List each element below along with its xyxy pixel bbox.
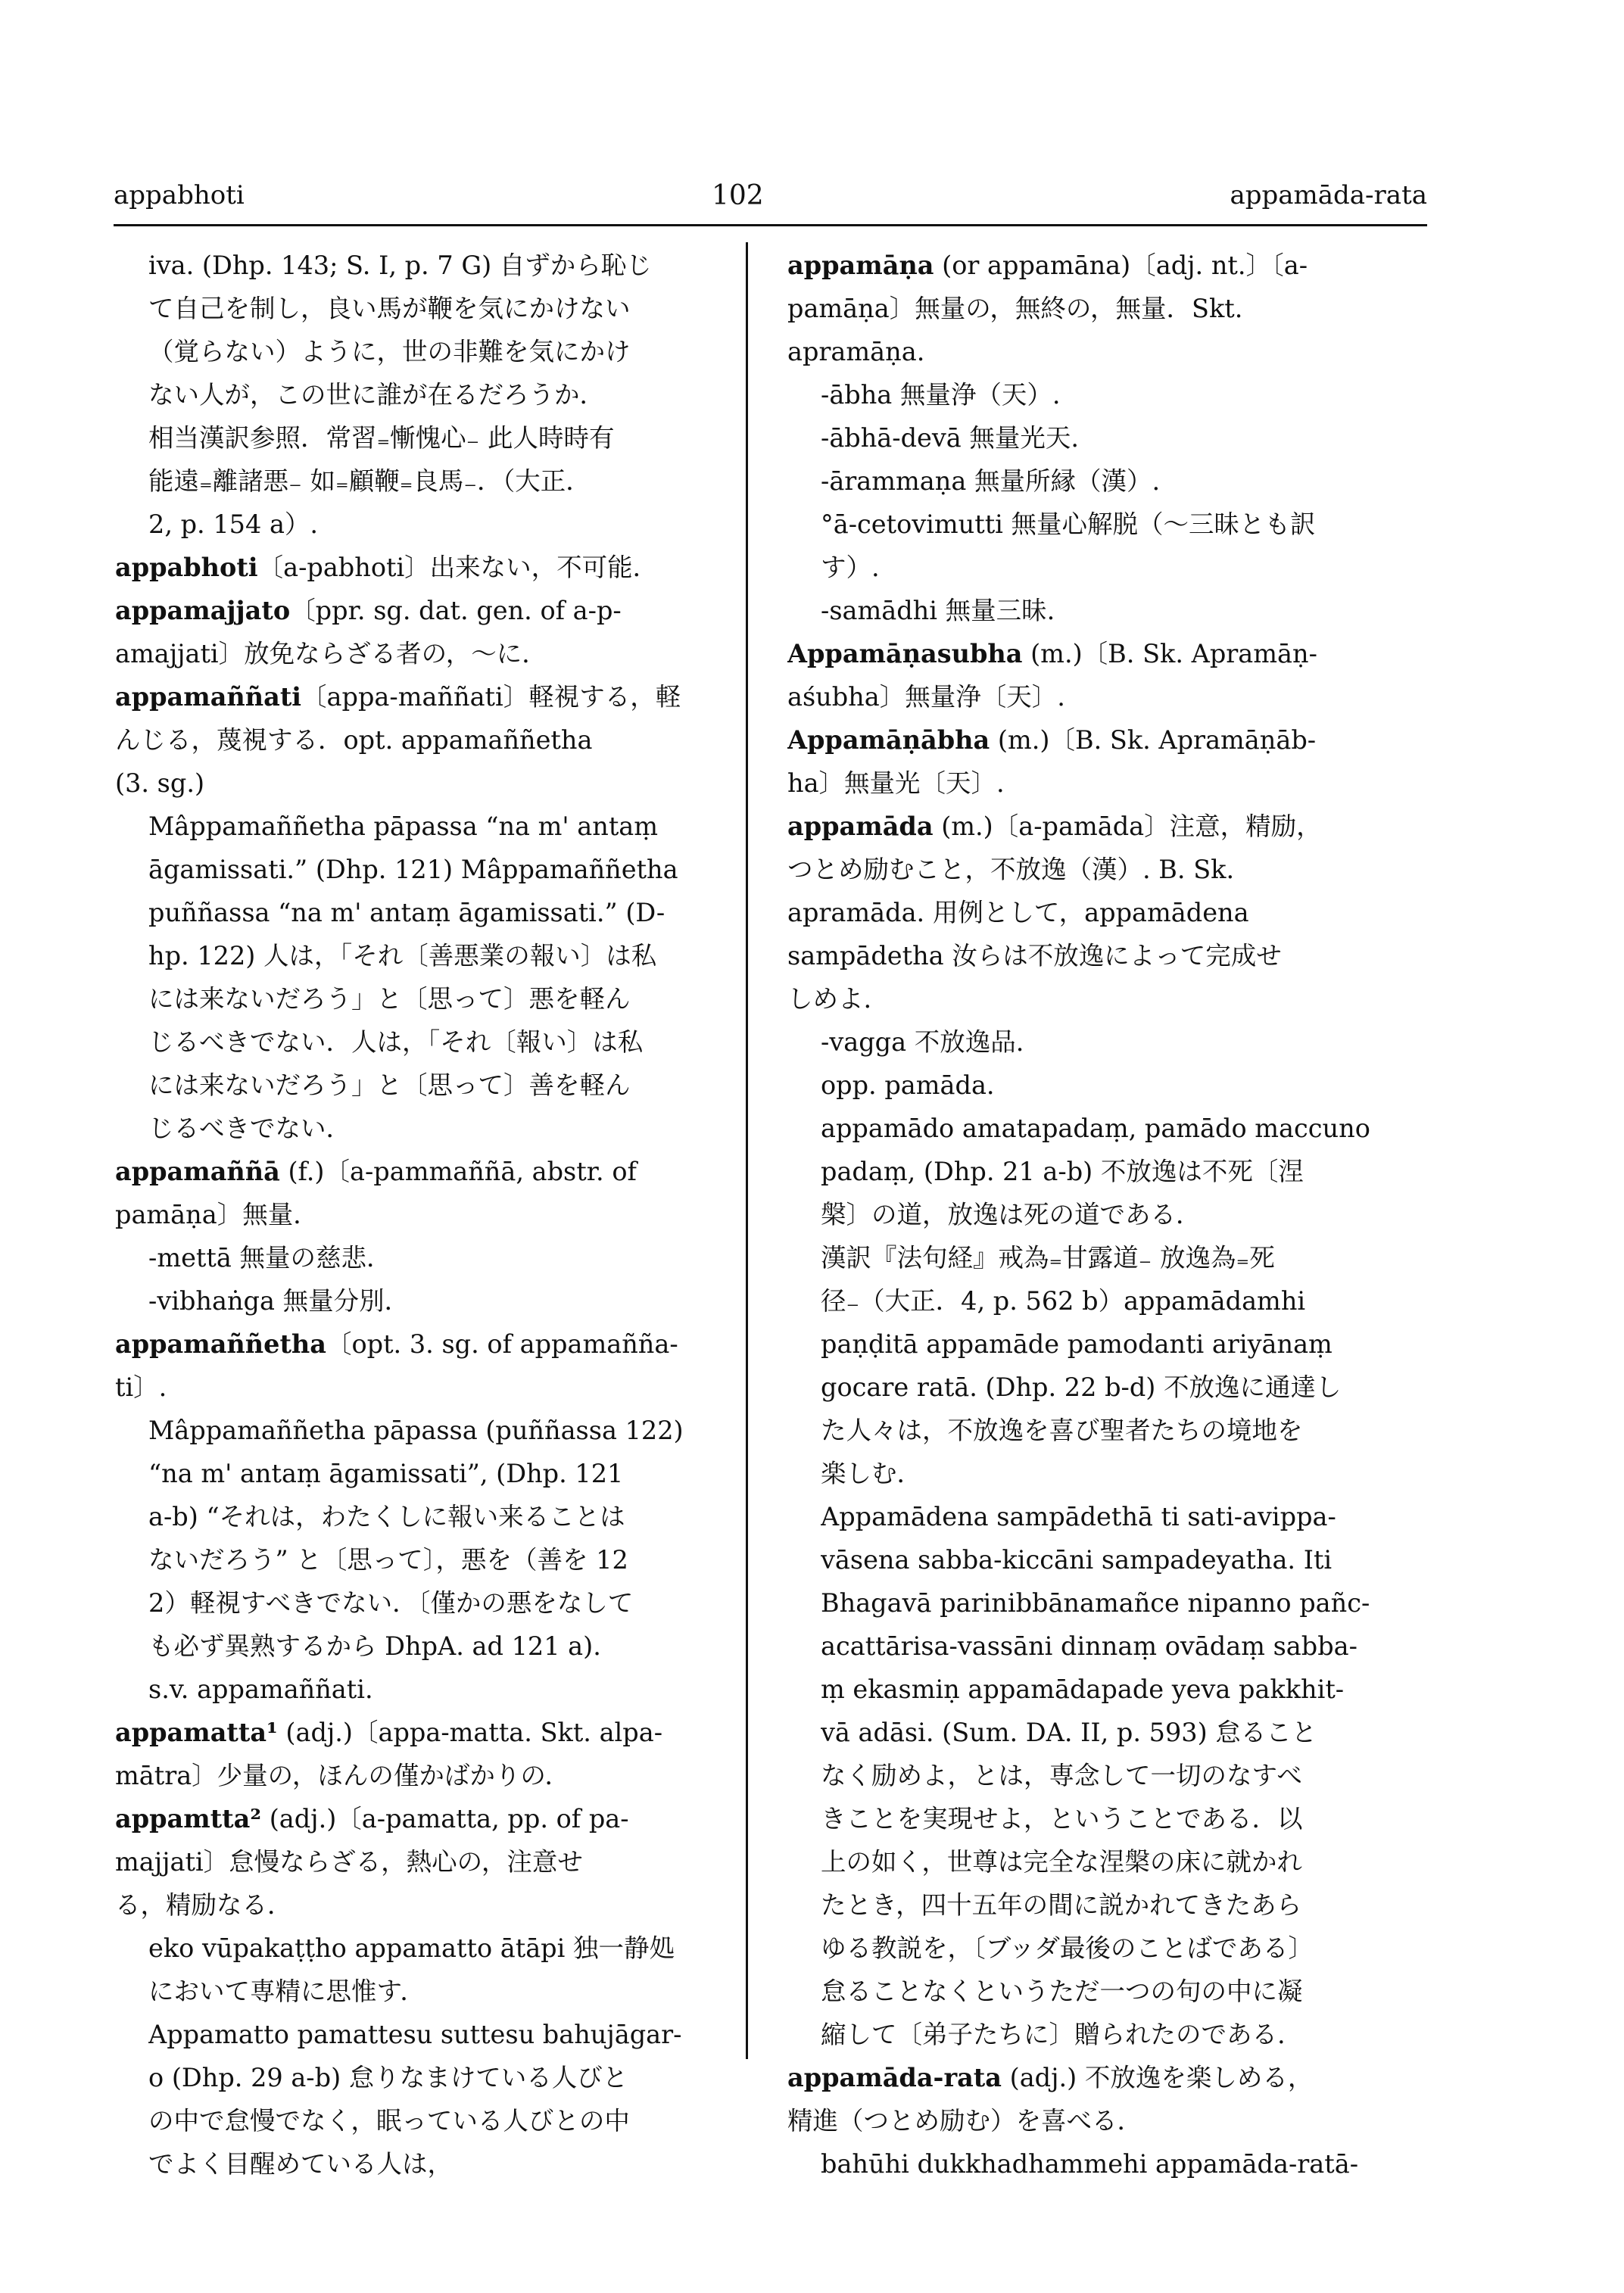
text-line: Appamāṇasubha (m.)〔B. Sk. Apramāṇ- [787,639,1317,668]
text-line: appabhoti〔a-pabhoti〕出来ない，不可能． [115,553,659,582]
text-line: mātra〕少量の，ほんの僅かばかりの． [115,1761,571,1790]
text-line: opp. pamāda. [821,1070,995,1100]
headword: appamaññati [115,682,302,712]
dictionary-entry [787,718,1431,805]
entry-continuation [115,1409,728,1711]
dictionary-entry [115,1797,728,1927]
text-line: padaṃ, (Dhp. 21 a-b) 不放逸は不死〔涅 [821,1157,1304,1186]
text-line: ないだろう” と〔思って〕，悪を（善を 12 [148,1545,628,1575]
text-line: には来ないだろう」と〔思って〕善を軽ん [148,1070,631,1100]
text-line: appamtta² (adj.)〔a-pamatta, pp. of pa- [115,1804,629,1833]
headword: Appamāṇābha [787,725,990,755]
dictionary-entry [115,589,728,675]
text-line: じるべきでない．人は，「それ〔報い〕は私 [148,1027,644,1057]
text-line: 槃〕の道，放逸は死の道である． [821,1200,1202,1229]
dictionary-entry [787,2056,1431,2142]
headword: appamāṇa [787,251,934,280]
dictionary-entry [115,546,728,589]
text-line: んじる，蔑視する．opt. appamaññetha [115,725,593,755]
text-line: vāsena sabba-kiccāni sampadeyatha. Iti [821,1545,1333,1575]
text-line: 2, p. 154 a）. [148,509,319,539]
text-line: 2）軽視すべきでない．〔僅かの悪をなして [148,1588,634,1618]
entry-continuation [787,373,1431,632]
text-line: Appamāṇābha (m.)〔B. Sk. Apramāṇāb- [787,725,1317,755]
text-line: -ārammaṇa 無量所縁（漢）. [821,466,1161,496]
entry-continuation [115,1236,728,1323]
text-line: て自己を制し，良い馬が鞭を気にかけない [148,294,631,323]
headword: appamatta¹ [115,1718,278,1747]
entry-continuation [787,2142,1431,2186]
text-line: āgamissati.” (Dhp. 121) Mâppamaññetha [148,855,678,884]
text-line: Mâppamaññetha pāpassa (puññassa 122) [148,1416,684,1445]
headword: appamajjato [115,596,291,625]
left-column [115,244,728,2186]
text-line: amajjati〕放免ならざる者の，～に． [115,639,547,668]
text-line: も必ず異熟するから DhpA. ad 121 a). [148,1631,601,1661]
text-line: 漢訳『法句経』戒為₌甘露道₋ 放逸為₌死 [821,1243,1275,1273]
text-line: (3. sg.) [115,768,205,798]
headword: appamaññetha [115,1329,326,1359]
text-line: -mettā 無量の慈悲． [148,1243,392,1273]
text-line: s.v. appamaññati. [148,1675,373,1704]
text-line: appamaññati〔appa-maññati〕軽視する，軽 [115,682,681,712]
text-line: 縮して〔弟子たちに〕贈られたのである. [821,2020,1286,2049]
text-line: ti〕. [115,1372,167,1402]
text-line: o (Dhp. 29 a-b) 怠りなまけている人びと [148,2063,628,2092]
text-line: aśubha〕無量浄〔天〕. [787,682,1065,712]
text-line: 径₋（大正．4, p. 562 b）appamādamhi [821,1286,1306,1316]
text-line: つとめ励むこと，不放逸（漢）. B. Sk. [787,855,1235,884]
text-line: appamāda (m.)〔a-pamāda〕注意，精励， [787,812,1322,841]
text-line: ない人が，この世に誰が在るだろうか． [148,380,605,410]
text-line: -vagga 不放逸品. [821,1027,1024,1057]
text-line: vā adāsi. (Sum. DA. II, p. 593) 怠ること [821,1718,1317,1747]
text-line: bahūhi dukkhadhammehi appamāda-ratā- [821,2149,1359,2179]
text-line: の中で怠慢でなく，眠っている人びとの中 [148,2106,630,2136]
text-line: pamāṇa〕無量． [115,1200,319,1229]
text-line: でよく目醒めている人は， [148,2149,453,2179]
text-line: hp. 122) 人は，「それ〔善悪業の報い〕は私 [148,941,657,970]
text-line: Mâppamaññetha pāpassa “na m' antaṃ [148,812,659,841]
entry-continuation [115,805,728,1150]
page-number: 102 [712,180,764,211]
text-line: Appamatto pamattesu suttesu bahujāgar- [148,2020,682,2049]
header-rule [114,224,1427,226]
headword: Appamāṇasubha [787,639,1023,668]
dictionary-entry [787,244,1431,373]
entry-continuation [787,1020,1431,2056]
headword: appabhoti [115,553,258,582]
text-line: iva. (Dhp. 143; S. I, p. 7 G) 自ずから恥じ [148,251,652,280]
text-line: 相当漢訳参照．常習₌慚愧心₋ 此人時時有 [148,423,615,453]
text-line: -vibhaṅga 無量分別． [148,1286,410,1316]
text-line: appamatta¹ (adj.)〔appa-matta. Skt. alpa- [115,1718,663,1747]
dictionary-entry [115,1711,728,1797]
text-line: ṃ ekasmiṇ appamādapade yeva pakkhit- [821,1675,1345,1704]
text-line: る，精励なる． [115,1890,293,1920]
dictionary-entry [115,1150,728,1236]
text-line: には来ないだろう」と〔思って〕悪を軽ん [148,984,631,1014]
text-line: eko vūpakaṭṭho appamatto ātāpi 独一静処 [148,1933,675,1963]
text-line: paṇḍitā appamāde pamodanti ariyānaṃ [821,1329,1333,1359]
text-line: しめよ. [787,984,872,1014]
headword: appamāda-rata [787,2063,1002,2092]
text-line: majjati〕怠慢ならざる，熱心の，注意せ [115,1847,583,1877]
headword: appamāda [787,812,934,841]
text-line: 怠ることなくというただ一つの句の中に凝 [821,1977,1303,2006]
text-line: appamaññetha〔opt. 3. sg. of appamañña- [115,1329,678,1359]
text-line: ha〕無量光〔天〕. [787,768,1005,798]
text-line: 精進（つとめ励む）を喜べる． [787,2106,1142,2136]
text-line: -ābhā-devā 無量光天. [821,423,1080,453]
text-line: ゆる教説を，〔ブッダ最後のことばである〕 [821,1933,1314,1963]
text-line: °ā-cetovimutti 無量心解脱（～三昧とも訳 [821,509,1316,539]
header-right-guideword: appamāda-rata [1230,180,1427,210]
dictionary-entry [115,675,728,805]
header-left-guideword: appabhoti [114,180,245,210]
text-line: において専精に思惟す． [148,1977,425,2006]
running-header [114,180,1427,226]
text-line: 能遠₌離諸悪₋ 如₌顧鞭₌良馬₋．（大正． [148,466,591,496]
text-line: 楽しむ． [821,1459,922,1488]
text-line: なく励めよ，とは，専念して一切のなすべ [821,1761,1302,1790]
text-line: apramāda. 用例として，appamādena [787,898,1249,927]
dictionary-entry [787,632,1431,718]
headword: appamaññā [115,1157,280,1186]
text-line: Appamādena sampādethā ti sati-avippa- [821,1502,1336,1531]
right-column [787,244,1431,2186]
text-line: （覚らない）ように，世の非難を気にかけ [148,337,631,366]
text-line: a-b) “それは，わたくしに報い来ることは [148,1502,625,1531]
text-line: appamaññā (f.)〔a-pammaññā, abstr. of [115,1157,637,1186]
text-line: pamāṇa〕無量の，無終の，無量．Skt. [787,294,1243,323]
text-line: acattārisa-vassāni dinnaṃ ovādaṃ sabba- [821,1631,1357,1661]
dictionary-entry [115,1323,728,1409]
text-line: “na m' antaṃ āgamissati”, (Dhp. 121 [148,1459,624,1488]
text-line: Bhagavā parinibbānamañce nipanno pañc- [821,1588,1370,1618]
column-divider [746,242,748,2059]
text-line: きことを実現せよ，ということである．以 [821,1804,1303,1833]
text-line: appamādo amatapadaṃ, pamādo maccuno [821,1114,1370,1143]
text-line: appamajjato〔ppr. sg. dat. gen. of a-p- [115,596,622,625]
headword: appamtta² [115,1804,262,1833]
text-line: apramāṇa. [787,337,925,366]
text-line: たとき，四十五年の間に説かれてきたあら [821,1890,1302,1920]
text-line: gocare ratā. (Dhp. 22 b-d) 不放逸に通達し [821,1372,1342,1402]
text-line: appamāṇa (or appamāna)〔adj. nt.〕〔a- [787,251,1308,280]
text-line: -ābha 無量浄（天）. [821,380,1061,410]
text-line: じるべきでない． [148,1114,351,1143]
dictionary-entry [787,805,1431,1020]
text-line: sampādetha 汝らは不放逸によって完成せ [787,941,1282,970]
entry-continuation [115,244,728,546]
text-line: た人々は，不放逸を喜び聖者たちの境地を [821,1416,1303,1445]
text-line: 上の如く，世尊は完全な涅槃の床に就かれ [821,1847,1302,1877]
entry-continuation [115,1927,728,2186]
text-line: appamāda-rata (adj.) 不放逸を楽しめる， [787,2063,1314,2092]
text-line: す）. [821,553,880,582]
text-line: puññassa “na m' antaṃ āgamissati.” (D- [148,898,665,927]
text-line: -samādhi 無量三昧. [821,596,1055,625]
